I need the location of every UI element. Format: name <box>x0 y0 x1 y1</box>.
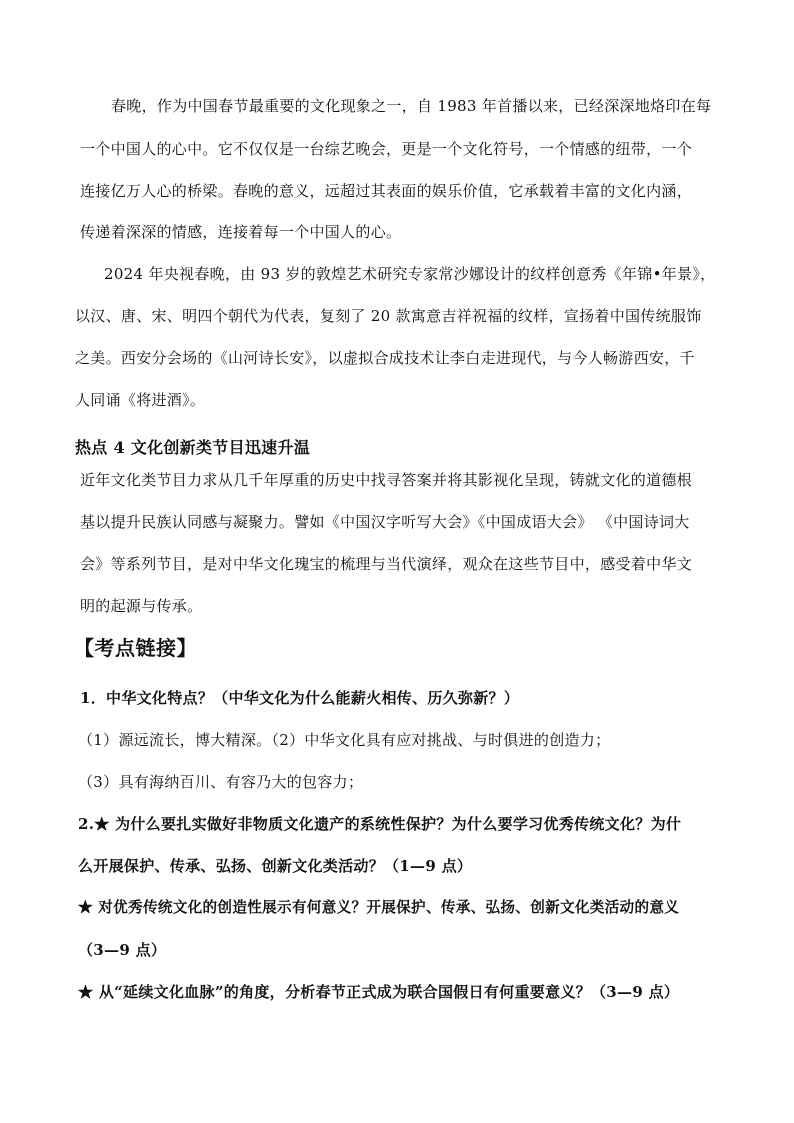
answer-line: （1）源远流长，博大精深。（2）中华文化具有应对挑战、与时俱进的创造力； <box>78 731 611 749</box>
question-4: ★ 从“延续文化血脉”的角度，分析春节正式成为联合国假日有何重要意义？（3—9 点） <box>78 983 680 1001</box>
paragraph-line: 之美。西安分会场的《山河诗长安》，以虚拟合成技术让李白走进现代，与今人畅游西安，千 <box>75 349 695 367</box>
question-1: 1．中华文化特点？（中华文化为什么能薪火相传、历久弥新？） <box>80 689 520 707</box>
paragraph-line: 2024 年央视春晚，由 93 岁的敦煌艺术研究专家常沙娜设计的纹样创意秀《年锦•年景》， <box>104 265 716 283</box>
hotspot-heading: 热点 4 文化创新类节目迅速升温 <box>75 438 311 457</box>
paragraph-line: 春晚，作为中国春节最重要的文化现象之一，自 1983 年首播以来，已经深深地烙印在每 <box>111 97 712 115</box>
section-heading: 【考点链接】 <box>74 636 197 660</box>
question-3-cont: （3—9 点） <box>78 941 167 959</box>
paragraph-line: 连接亿万人心的桥梁。春晚的意义，远超过其表面的娱乐价值，它承载着丰富的文化内涵， <box>80 182 693 200</box>
paragraph-line: 会》等系列节目，是对中华文化瑰宝的梳理与当代演绎，观众在这些节目中，感受着中华文 <box>80 555 693 573</box>
paragraph-line: 一个中国人的心中。它不仅仅是一台综艺晚会，更是一个文化符号，一个情感的纽带，一个 <box>80 140 693 158</box>
paragraph-line: 人同诵《将进酒》。 <box>75 391 206 409</box>
paragraph-line: 以汉、唐、宋、明四个朝代为代表，复刻了 20 款寓意吉祥祝福的纹样，宣扬着中国传统服饰 <box>75 307 702 325</box>
paragraph-line: 明的起源与传承。 <box>80 597 203 615</box>
question-2-cont: 么开展保护、传承、弘扬、创新文化类活动？（1—9 点） <box>78 857 473 875</box>
question-3: ★ 对优秀传统文化的创造性展示有何意义？开展保护、传承、弘扬、创新文化类活动的意义 <box>78 899 680 916</box>
answer-line: （3）具有海纳百川、有容乃大的包容力； <box>78 773 364 791</box>
paragraph-line: 基以提升民族认同感与凝聚力。譬如《中国汉字听写大会》《中国成语大会》 《中国诗词大 <box>80 513 690 531</box>
question-2: 2.★ 为什么要扎实做好非物质文化遗产的系统性保护？为什么要学习优秀传统文化？为什 <box>78 815 682 833</box>
paragraph-line: 传递着深深的情感，连接着每一个中国人的心。 <box>80 223 402 241</box>
paragraph-line: 近年文化类节目力求从几千年厚重的历史中找寻答案并将其影视化呈现，铸就文化的道德根 <box>80 471 693 489</box>
